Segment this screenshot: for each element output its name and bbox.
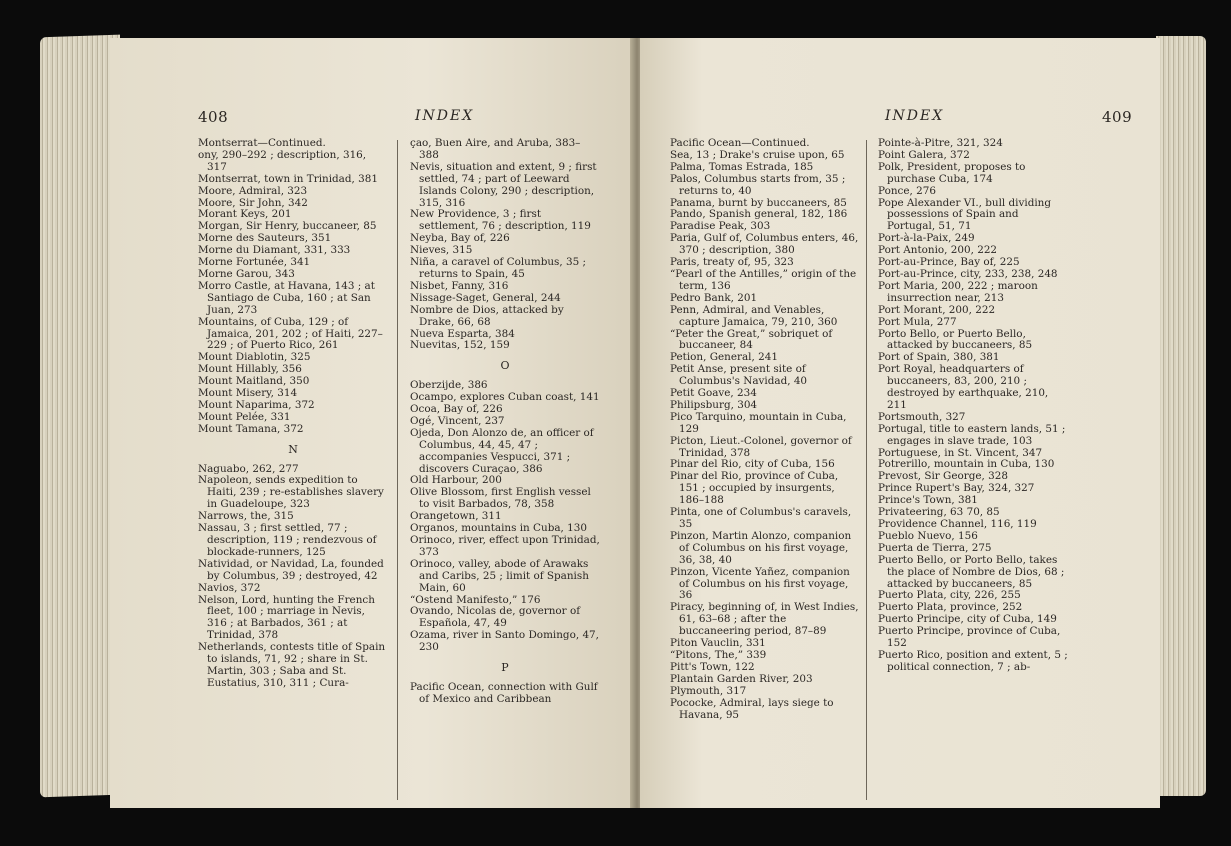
index-entry: Mount Hillably, 356 [198,363,302,376]
index-entry: Potrerillo, mountain in Cuba, 130 [878,458,1055,471]
index-entry: Old Harbour, 200 [410,474,502,487]
index-entry: Portugal, title to eastern lands, 51 ; engages in slave trade, 103 [878,422,1066,447]
right-page-number: 409 [1102,108,1133,126]
left-page [110,38,635,808]
index-entry: Nueva Esparta, 384 [410,327,515,340]
right-index-column-2 [878,138,1068,674]
index-entry: Pococke, Admiral, lays siege to Havana, 95 [670,696,834,721]
index-entry: Ozama, river in Santo Domingo, 47, 230 [410,629,599,654]
index-entry: Ojeda, Don Alonzo de, an officer of Columbus, 44, 45, 47 ; accompanies Vespucci, 371 ; discovers Curaçao, 386 [410,426,594,475]
index-entry: Prince's Town, 381 [878,494,978,507]
index-entry: Mount Tamana, 372 [198,422,304,435]
index-entry: Natividad, or Navidad, La, founded by Columbus, 39 ; destroyed, 42 [198,557,384,582]
index-entry: Mountains, of Cuba, 129 ; of Jamaica, 201, 202 ; of Haiti, 227–229 ; of Puerto Rico, 261 [198,315,383,352]
index-entry: çao, Buen Aire, and Aruba, 383–388 [410,137,581,161]
index-entry: Mount Naparima, 372 [198,398,315,411]
index-entry: Piton Vauclin, 331 [670,637,766,650]
index-entry: Nuevitas, 152, 159 [410,339,510,352]
index-entry: Navios, 372 [198,581,261,594]
index-entry: Panama, burnt by buccaneers, 85 [670,196,847,209]
index-entry: Napoleon, sends expedition to Haiti, 239 ; re-establishes slavery in Guadeloupe, 323 [198,474,384,511]
right-page [640,38,1160,808]
index-entry: Morgan, Sir Henry, buccaneer, 85 [198,220,377,233]
index-entry: Pacific Ocean—Continued. [670,137,810,149]
index-entry: “Peter the Great,” sobriquet of buccaneer, 84 [670,327,833,352]
index-entry: Nieves, 315 [410,244,473,257]
index-entry: Orinoco, valley, abode of Arawaks and Caribs, 25 ; limit of Spanish Main, 60 [410,557,589,594]
index-entry: Port Royal, headquarters of buccaneers, 83, 200, 210 ; destroyed by earthquake, 210, 211 [878,363,1049,411]
index-entry: “Pitons, The,” 339 [670,648,767,661]
left-page-edges [40,35,120,798]
index-entry: Pitt's Town, 122 [670,660,755,673]
index-entry: Port Mula, 277 [878,315,957,328]
left-index-column-2 [410,138,600,706]
index-entry: Penn, Admiral, and Venables, capture Jamaica, 79, 210, 360 [670,303,838,328]
open-book [40,28,1206,818]
index-entry: Olive Blossom, first English vessel to visit Barbados, 78, 358 [410,486,591,511]
index-entry: Providence Channel, 116, 119 [878,518,1037,530]
index-entry: Port Morant, 200, 222 [878,303,996,316]
index-entry: Petit Anse, present site of Columbus's Navidad, 40 [670,363,808,388]
index-entry: Moore, Admiral, 323 [198,184,308,197]
index-entry: Puerto Plata, city, 226, 255 [878,589,1021,602]
index-entry: Paria, Gulf of, Columbus enters, 46, 370 ; description, 380 [670,232,859,257]
index-entry: Paradise Peak, 303 [670,220,771,233]
right-column-divider [866,140,867,800]
index-entry: Mount Misery, 314 [198,387,298,400]
index-entry: Mount Maitland, 350 [198,375,310,388]
index-entry: Picton, Lieut.-Colonel, governor of Trinidad, 378 [670,434,852,459]
section-letter: N [288,442,298,456]
index-entry: Puerto Principe, city of Cuba, 149 [878,613,1057,626]
index-entry: Oberzijde, 386 [410,379,488,392]
index-entry: Philipsburg, 304 [670,398,758,411]
index-entry: Nombre de Dios, attacked by Drake, 66, 68 [410,303,564,328]
index-entry: Paris, treaty of, 95, 323 [670,256,794,269]
index-entry: Plymouth, 317 [670,684,747,697]
index-entry: Prince Rupert's Bay, 324, 327 [878,482,1035,495]
index-entry: Pedro Bank, 201 [670,291,758,304]
index-entry: Portsmouth, 327 [878,410,966,423]
left-column-divider [397,140,398,800]
index-entry: Morne des Sauteurs, 351 [198,232,332,245]
index-entry: Ponce, 276 [878,184,936,197]
left-running-title: INDEX [415,108,475,124]
index-entry: Niña, a caravel of Columbus, 35 ; returns to Spain, 45 [410,256,587,280]
index-entry: Piracy, beginning of, in West Indies, 61, 63–68 ; after the buccaneering period, 87–89 [670,601,859,638]
index-entry: Plantain Garden River, 203 [670,672,813,685]
index-entry: Pointe-à-Pitre, 321, 324 [878,137,1003,149]
index-entry: Pico Tarquino, mountain in Cuba, 129 [670,410,847,435]
index-entry: Pueblo Nuevo, 156 [878,529,978,542]
index-entry: Petit Goave, 234 [670,387,757,400]
index-entry: Petion, General, 241 [670,351,778,364]
index-entry: Montserrat—Continued. [198,137,326,149]
index-entry: Morne Fortunée, 341 [198,256,311,269]
index-entry: Pacific Ocean, connection with Gulf of Mexico and Caribbean [410,680,598,705]
index-entry: Puerto Bello, or Porto Bello, takes the place of Nombre de Dios, 68 ; attacked by buccaneers, 85 [878,553,1065,590]
index-entry: Orinoco, river, effect upon Trinidad, 373 [410,534,600,558]
index-entry: Ogé, Vincent, 237 [410,414,505,427]
index-entry: Puerto Rico, position and extent, 5 ; political connection, 7 ; ab- [878,648,1068,673]
index-entry: Morant Keys, 201 [198,208,292,221]
index-entry: “Pearl of the Antilles,” origin of the term, 136 [670,267,857,292]
section-letter: P [501,661,509,675]
index-entry: Neyba, Bay of, 226 [410,232,510,245]
index-entry: Nissage-Saget, General, 244 [410,291,561,304]
index-entry: Portuguese, in St. Vincent, 347 [878,446,1043,459]
index-entry: Sea, 13 ; Drake's cruise upon, 65 [670,148,845,161]
index-entry: Puerto Principe, province of Cuba, 152 [878,625,1061,650]
index-entry: Port Maria, 200, 222 ; maroon insurrection near, 213 [878,279,1038,304]
right-running-title: INDEX [885,108,945,124]
index-entry: Pando, Spanish general, 182, 186 [670,208,848,221]
index-entry: Nassau, 3 ; first settled, 77 ; description, 119 ; rendezvous of blockade-runners, 125 [198,522,377,558]
index-entry: Port-au-Prince, city, 233, 238, 248 [878,267,1058,280]
index-entry: Nevis, situation and extent, 9 ; first settled, 74 ; part of Leeward Islands Colony, 290 ; description, 315, 316 [410,160,597,209]
index-entry: Morro Castle, at Havana, 143 ; at Santiago de Cuba, 160 ; at San Juan, 273 [198,279,375,316]
index-entry: Palos, Columbus starts from, 35 ; returns to, 40 [670,172,846,197]
index-entry: Naguabo, 262, 277 [198,462,299,475]
index-entry: Ovando, Nicolas de, governor of Española, 47, 49 [410,605,581,630]
index-entry: Ocoa, Bay of, 226 [410,403,503,416]
index-entry: Port Antonio, 200, 222 [878,244,998,257]
index-entry: Point Galera, 372 [878,148,970,161]
index-entry: ony, 290–292 ; description, 316, 317 [198,148,367,173]
index-entry: Moore, Sir John, 342 [198,196,308,209]
right-index-column-1 [670,138,860,721]
index-entry: Pinzon, Martin Alonzo, companion of Columbus on his first voyage, 36, 38, 40 [670,529,852,566]
index-entry: Montserrat, town in Trinidad, 381 [198,172,378,185]
index-entry: Narrows, the, 315 [198,510,294,523]
index-entry: Nelson, Lord, hunting the French fleet, 100 ; marriage in Nevis, 316 ; at Barbados, 361 ; at Trinidad, 378 [198,593,375,642]
index-entry: Nisbet, Fanny, 316 [410,279,509,292]
index-entry: Puerto Plata, province, 252 [878,601,1023,614]
index-entry: Organos, mountains in Cuba, 130 [410,522,587,535]
left-index-column-1 [198,138,388,690]
index-entry: Orangetown, 311 [410,510,502,523]
index-entry: Puerta de Tierra, 275 [878,541,992,554]
index-entry: Polk, President, proposes to purchase Cuba, 174 [878,160,1026,185]
index-entry: Morne du Diamant, 331, 333 [198,244,351,257]
index-entry: Ocampo, explores Cuban coast, 141 [410,391,600,404]
index-entry: Mount Diablotin, 325 [198,351,311,364]
index-entry: Pinta, one of Columbus's caravels, 35 [670,506,852,530]
index-entry: New Providence, 3 ; first settlement, 76 ; description, 119 [410,208,591,233]
index-entry: Pope Alexander VI., bull dividing possessions of Spain and Portugal, 51, 71 [878,196,1052,233]
index-entry: Port-au-Prince, Bay of, 225 [878,256,1020,269]
index-entry: Port of Spain, 380, 381 [878,351,1000,364]
left-page-number: 408 [198,108,229,126]
right-page-edges [1156,36,1206,796]
index-entry: Porto Bello, or Puerto Bello, attacked by buccaneers, 85 [878,327,1033,352]
index-entry: Morne Garou, 343 [198,267,295,280]
index-entry: Pinzon, Vicente Yañez, companion of Columbus on his first voyage, 36 [670,565,850,602]
index-entry: “Ostend Manifesto,” 176 [410,593,541,606]
section-letter: O [500,359,510,373]
index-entry: Port-à-la-Paix, 249 [878,232,975,245]
index-entry: Palma, Tomas Estrada, 185 [670,160,814,173]
index-entry: Netherlands, contests title of Spain to islands, 71, 92 ; share in St. Martin, 303 ; Saba and St. Eustatius, 310, 311 ; Cura- [198,641,386,689]
index-entry: Mount Pelée, 331 [198,410,291,423]
index-entry: Prevost, Sir George, 328 [878,470,1008,483]
index-entry: Pinar del Rio, city of Cuba, 156 [670,458,835,471]
index-entry: Pinar del Rio, province of Cuba, 151 ; occupied by insurgents, 186–188 [670,470,839,507]
index-entry: Privateering, 63 70, 85 [878,506,1000,519]
